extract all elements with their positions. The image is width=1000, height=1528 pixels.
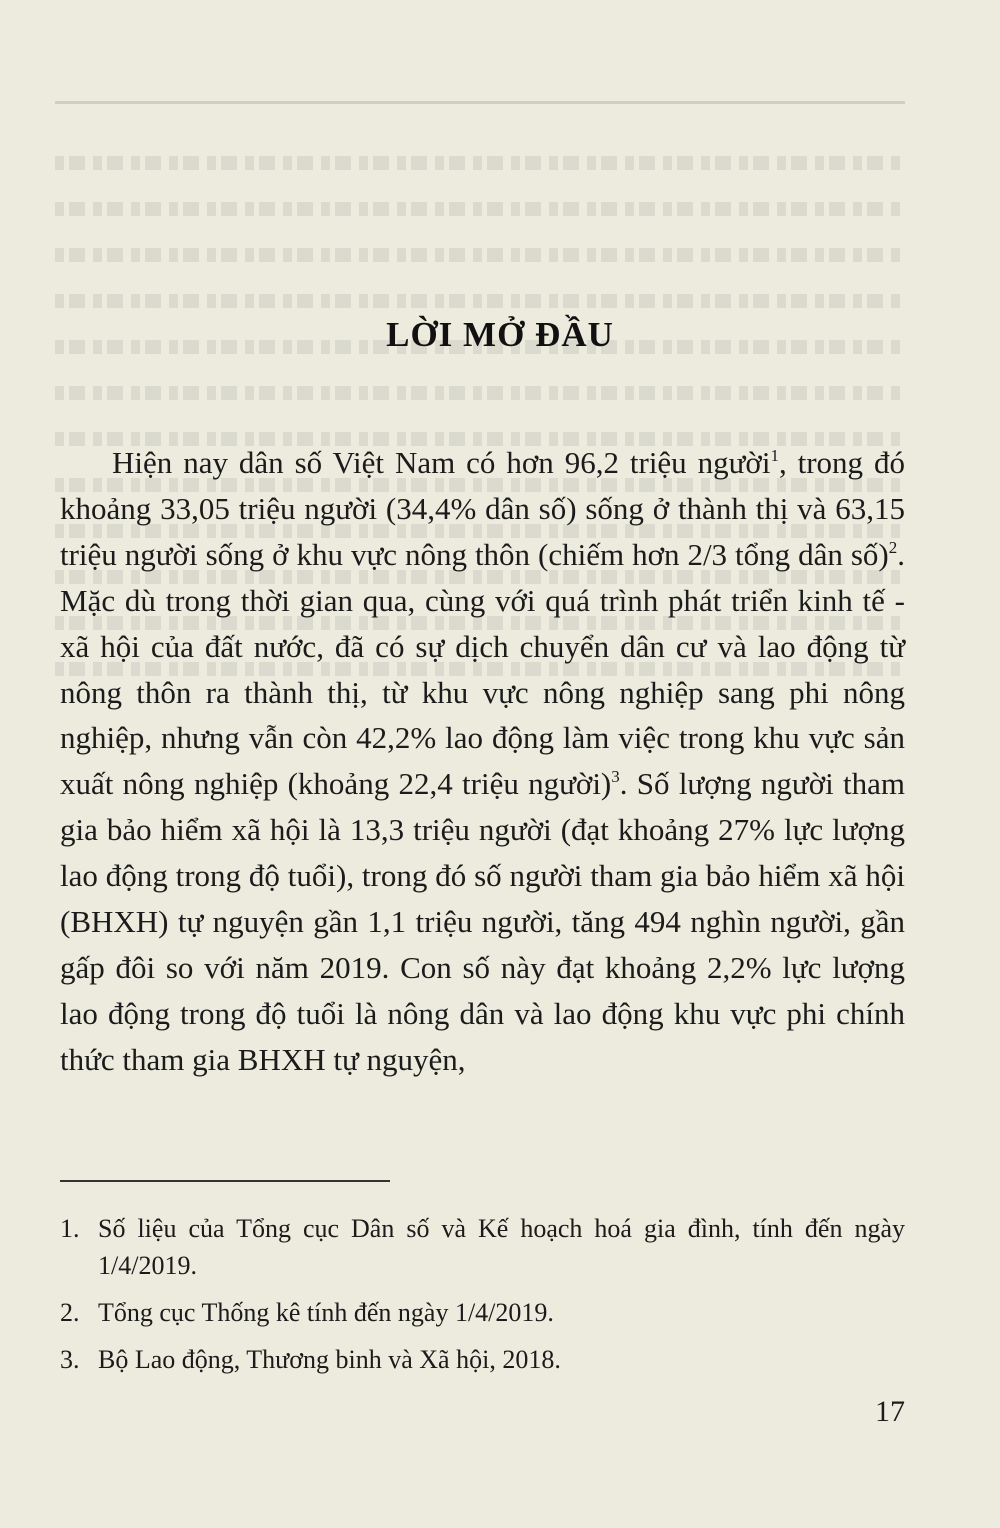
footnote-number: 1. — [60, 1214, 80, 1243]
body-text-part: Hiện nay dân số Việt Nam có hơn 96,2 triệu người — [112, 445, 771, 480]
footnote-divider — [60, 1180, 390, 1182]
footnote-text: Tổng cục Thống kê tính đến ngày 1/4/2019. — [98, 1298, 554, 1327]
footnote-text: Số liệu của Tổng cục Dân số và Kế hoạch hoá gia đình, tính đến ngày 1/4/2019. — [98, 1214, 905, 1280]
footnote-item — [60, 1294, 905, 1331]
chapter-title: LỜI MỞ ĐẦU — [386, 315, 614, 355]
footnote-text: Bộ Lao động, Thương binh và Xã hội, 2018. — [98, 1345, 561, 1374]
footnote-number: 2. — [60, 1298, 80, 1327]
body-text-part: . Mặc dù trong thời gian qua, cùng với quá trình phát triển kinh tế - xã hội của đất nước, đã có sự dịch chuyển dân cư và lao động từ nông thôn ra thành thị, từ khu vực nông nghiệp sang phi nông nghiệp, nhưng vẫn còn 42,2% lao động làm việc trong khu vực sản xuất nông nghiệp (khoảng 22,4 triệu người) — [60, 536, 905, 802]
footnote-ref: 1 — [770, 446, 779, 465]
footnote-ref: 3 — [611, 767, 620, 787]
body-paragraph — [60, 440, 905, 1083]
footnote-item — [60, 1341, 905, 1378]
page-number: 17 — [875, 1395, 905, 1428]
show-through-rule — [55, 101, 905, 104]
body-text-part: , trong đó khoảng 33,05 triệu người (34,4% dân số) sống ở thành thị và 63,15 triệu người sống ở khu vực nông thôn (chiếm hơn 2/3 tổng dân số) — [60, 445, 905, 572]
body-text-part: . Số lượng người tham gia bảo hiểm xã hội là 13,3 triệu người (đạt khoảng 27% lực lượng lao động trong độ tuổi), trong đó số người tham gia bảo hiểm xã hội (BHXH) tự nguyện gần 1,1 triệu người, tăng 494 nghìn người, gần gấp đôi so với năm 2019. Con số này đạt khoảng 2,2% lực lượng lao động trong độ tuổi là nông dân và lao động khu vực phi chính thức tham gia BHXH tự nguyện, — [60, 766, 905, 1077]
footnote-number: 3. — [60, 1345, 80, 1374]
footnote-item — [60, 1210, 905, 1284]
footnote-ref: 2 — [888, 537, 898, 557]
footnotes — [60, 1210, 905, 1388]
